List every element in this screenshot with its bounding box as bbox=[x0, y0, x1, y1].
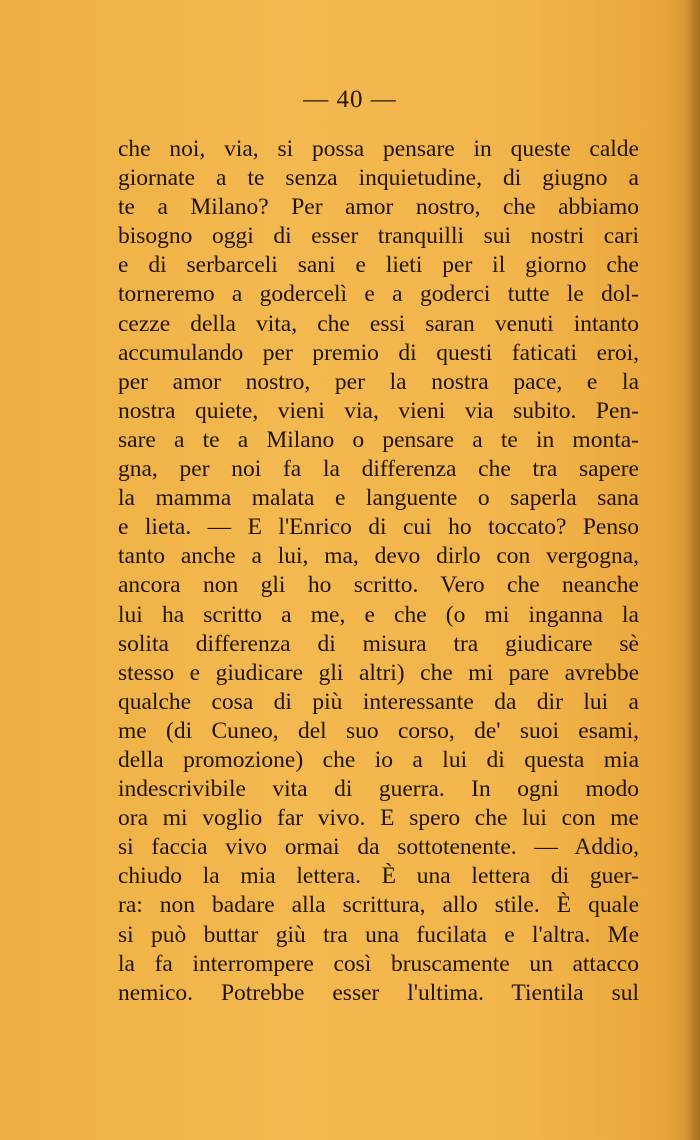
text-line: e di serbarceli sani e lieti per il giorno che bbox=[118, 252, 639, 279]
page-number: — 40 — bbox=[303, 86, 397, 113]
text-line: si può buttar giù tra una fucilata e l'altra. Me bbox=[118, 921, 639, 948]
text-line: si faccia vivo ormai da sottotenente. — Addio, bbox=[118, 834, 639, 861]
text-line: accumulando per premio di questi faticati eroi, bbox=[118, 339, 639, 366]
text-line: me (di Cuneo, del suo corso, de' suoi esami, bbox=[118, 717, 639, 744]
text-line: sare a te a Milano o pensare a te in monta- bbox=[118, 426, 639, 453]
text-line: indescrivibile vita di guerra. In ogni modo bbox=[118, 776, 639, 803]
text-line: nemico. Potrebbe esser l'ultima. Tientila sul bbox=[118, 979, 639, 1006]
text-line: la fa interrompere così bruscamente un attacco bbox=[118, 950, 639, 977]
text-line: bisogno oggi di esser tranquilli sui nostri cari bbox=[118, 223, 639, 250]
body-text bbox=[118, 135, 639, 1008]
text-line: torneremo a godercelì e a goderci tutte le dol- bbox=[118, 281, 639, 308]
text-line: nostra quiete, vieni via, vieni via subito. Pen- bbox=[118, 397, 639, 424]
text-line: stesso e giudicare gli altri) che mi pare avrebbe bbox=[118, 659, 639, 686]
text-line: e lieta. — E l'Enrico di cui ho toccato? Penso bbox=[118, 514, 639, 541]
text-line: lui ha scritto a me, e che (o mi inganna la bbox=[118, 601, 639, 628]
text-line: te a Milano? Per amor nostro, che abbiamo bbox=[118, 194, 639, 221]
text-line: per amor nostro, per la nostra pace, e la bbox=[118, 368, 639, 395]
text-line: qualche cosa di più interessante da dir lui a bbox=[118, 688, 639, 715]
text-line: ora mi voglio far vivo. E spero che lui con me bbox=[118, 805, 639, 832]
text-line: tanto anche a lui, ma, devo dirlo con vergogna, bbox=[118, 543, 639, 570]
text-line: cezze della vita, che essi saran venuti intanto bbox=[118, 310, 639, 337]
text-line: della promozione) che io a lui di questa mia bbox=[118, 746, 639, 773]
text-line: chiudo la mia lettera. È una lettera di guer- bbox=[118, 863, 639, 890]
page-edge-shadow bbox=[686, 0, 700, 1140]
text-line: la mamma malata e languente o saperla sana bbox=[118, 485, 639, 512]
text-line: ancora non gli ho scritto. Vero che neanche bbox=[118, 572, 639, 599]
text-line: che noi, via, si possa pensare in queste calde bbox=[118, 136, 639, 162]
text-line: ra: non badare alla scrittura, allo stile. È quale bbox=[118, 892, 639, 919]
text-line: giornate a te senza inquietudine, di giugno a bbox=[118, 165, 639, 192]
text-line: gna, per noi fa la differenza che tra sapere bbox=[118, 456, 639, 483]
text-line: solita differenza di misura tra giudicare sè bbox=[118, 630, 639, 657]
